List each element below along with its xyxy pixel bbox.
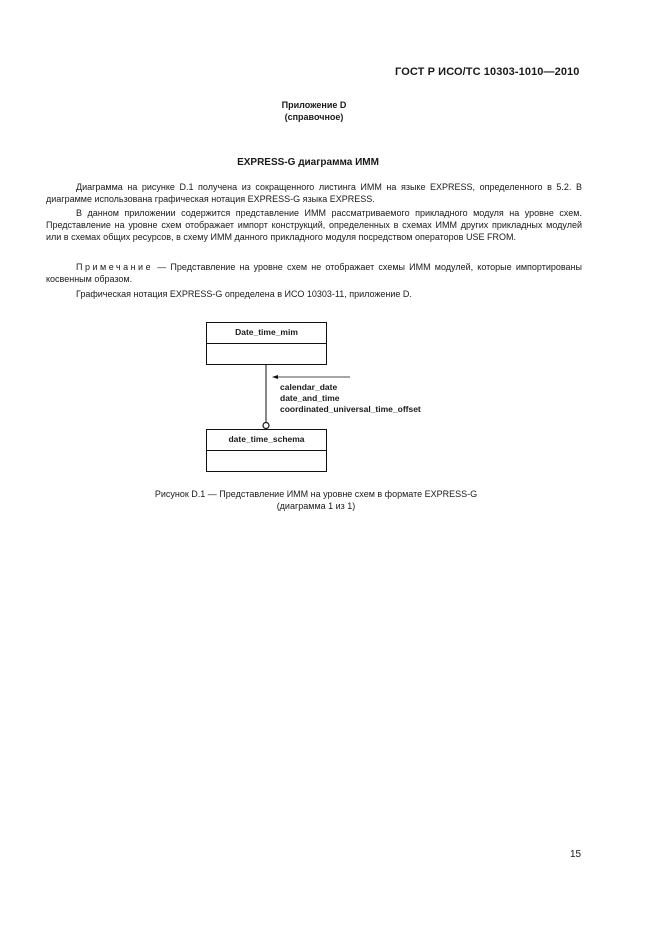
connector-end-circle [263, 423, 269, 429]
section-title: EXPRESS-G диаграмма ИММ [237, 157, 379, 168]
schema-name-bottom: date_time_schema [228, 434, 305, 444]
imported-item: calendar_date [280, 382, 338, 392]
paragraph-2 [46, 207, 582, 243]
box-divider [207, 343, 326, 344]
note-label: Примечание [76, 262, 154, 272]
paragraph-4 [46, 288, 582, 300]
schema-box-date-time-mim [206, 322, 327, 365]
figure-caption-line-1: Рисунок D.1 — Представление ИММ на уровне схем в формате EXPRESS-G [154, 489, 478, 499]
document-standard-id: ГОСТ Р ИСО/ТС 10303-1010—2010 [395, 66, 580, 78]
import-pointer-arrow [272, 375, 278, 379]
figure-caption-line-2: (диаграмма 1 из 1) [276, 501, 356, 511]
paragraph-2-text: В данном приложении содержится представление ИММ рассматриваемого прикладного модуля на уровне схем. Представление на уровне схем отображает импорт конструкций, определенных в схемах ИММ других прикладных модулей или в схемах общих ресурсов, в схему ИММ данного прикладного модуля посредством операторов USE FROM. [46, 208, 582, 242]
schema-box-date-time-schema [206, 429, 327, 472]
figure-caption [0, 488, 632, 512]
imported-item: coordinated_universal_time_offset [280, 404, 421, 414]
paragraph-1-text: Диаграмма на рисунке D.1 получена из сокращенного листинга ИММ на языке EXPRESS, определенного в 5.2. В диаграмме использована графическая нотация EXPRESS-G языка EXPRESS. [46, 182, 582, 204]
appendix-title: Приложение D [281, 100, 347, 110]
appendix-heading [0, 99, 628, 123]
note-text [46, 261, 582, 285]
note-body: — Представление на уровне схем не отображает схемы ИММ модулей, которые импортированы косвенным образом. [46, 262, 582, 284]
paragraph-4-text: Графическая нотация EXPRESS-G определена в ИСО 10303-11, приложение D. [76, 289, 412, 299]
page-number: 15 [570, 849, 582, 860]
paragraph-1 [46, 181, 582, 205]
schema-name-top: Date_time_mim [235, 327, 298, 337]
appendix-subtitle: (справочное) [284, 112, 344, 122]
box-divider [207, 450, 326, 451]
note-paragraph [46, 261, 582, 285]
imported-item: date_and_time [280, 393, 340, 403]
imported-items-list [280, 382, 421, 415]
